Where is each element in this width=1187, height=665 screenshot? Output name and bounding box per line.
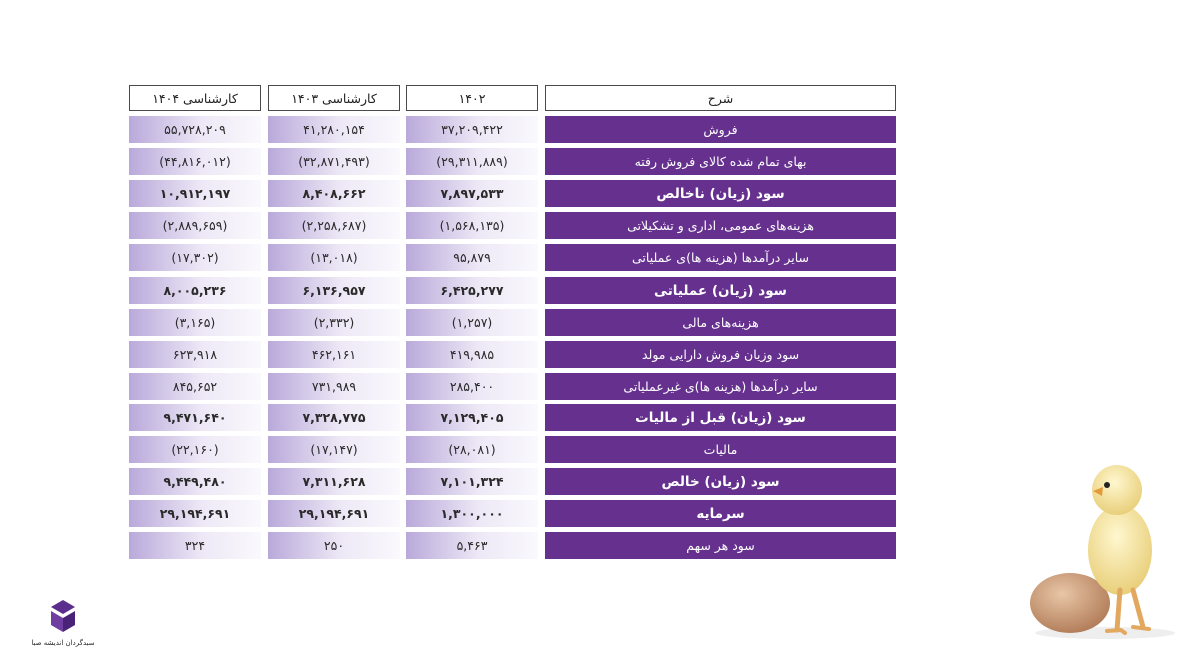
cell-1403: ۲۵۰ [268, 532, 400, 559]
cell-description: سود (زیان) ناخالص [545, 180, 896, 207]
cell-1403: ۷,۳۲۸,۷۷۵ [268, 404, 400, 431]
cell-1402: ۷,۸۹۷,۵۳۳ [406, 180, 538, 207]
cell-1402: ۷,۱۲۹,۴۰۵ [406, 404, 538, 431]
cell-1404: ۵۵,۷۲۸,۲۰۹ [129, 116, 261, 143]
cell-1404: (۲۲,۱۶۰) [129, 436, 261, 463]
cell-description: مالیات [545, 436, 896, 463]
cell-1404: (۳,۱۶۵) [129, 309, 261, 336]
logo-mark-icon [45, 598, 81, 634]
cell-1404: (۴۴,۸۱۶,۰۱۲) [129, 148, 261, 175]
cell-1402: (۲۹,۳۱۱,۸۸۹) [406, 148, 538, 175]
cell-1402: ۷,۱۰۱,۳۲۴ [406, 468, 538, 495]
cell-description: سرمایه [545, 500, 896, 527]
cell-description: فروش [545, 116, 896, 143]
cell-1404: ۸,۰۰۵,۲۳۶ [129, 277, 261, 304]
cell-1404: (۲,۸۸۹,۶۵۹) [129, 212, 261, 239]
cell-1403: ۶,۱۳۶,۹۵۷ [268, 277, 400, 304]
cell-1402: (۱,۲۵۷) [406, 309, 538, 336]
cell-1402: ۶,۴۲۵,۲۷۷ [406, 277, 538, 304]
cell-1403: ۷,۳۱۱,۶۲۸ [268, 468, 400, 495]
company-logo [18, 598, 108, 648]
cell-1404: ۳۲۴ [129, 532, 261, 559]
cell-1402: ۴۱۹,۹۸۵ [406, 341, 538, 368]
header-1403: کارشناسی ۱۴۰۳ [268, 85, 400, 111]
cell-description: سود (زیان) عملیاتی [545, 277, 896, 304]
logo-caption: سبدگردان اندیشه صبا [31, 639, 95, 647]
cell-1404: (۱۷,۳۰۲) [129, 244, 261, 271]
cell-1403: ۷۳۱,۹۸۹ [268, 373, 400, 400]
cell-1402: ۳۷,۲۰۹,۴۲۲ [406, 116, 538, 143]
cell-1403: ۴۶۲,۱۶۱ [268, 341, 400, 368]
cell-1404: ۹,۴۷۱,۶۴۰ [129, 404, 261, 431]
cell-1404: ۸۴۵,۶۵۲ [129, 373, 261, 400]
cell-description: سایر درآمدها (هزینه ها)ی عملیاتی [545, 244, 896, 271]
header-description: شرح [545, 85, 896, 111]
header-1402: ۱۴۰۲ [406, 85, 538, 111]
cell-1402: ۲۸۵,۴۰۰ [406, 373, 538, 400]
cell-1403: (۳۲,۸۷۱,۴۹۳) [268, 148, 400, 175]
cell-1403: (۲,۲۵۸,۶۸۷) [268, 212, 400, 239]
cell-description: بهای تمام شده کالای فروش رفته [545, 148, 896, 175]
cell-description: سود وزیان فروش دارایی مولد [545, 341, 896, 368]
cell-1404: ۹,۴۴۹,۴۸۰ [129, 468, 261, 495]
cell-1404: ۱۰,۹۱۲,۱۹۷ [129, 180, 261, 207]
cell-description: هزینه‌های مالی [545, 309, 896, 336]
header-1404: کارشناسی ۱۴۰۴ [129, 85, 261, 111]
cell-1402: (۲۸,۰۸۱) [406, 436, 538, 463]
cell-description: سود (زیان) خالص [545, 468, 896, 495]
cell-1403: ۸,۴۰۸,۶۶۲ [268, 180, 400, 207]
cell-description: هزینه‌های عمومی، اداری و تشکیلاتی [545, 212, 896, 239]
cell-1403: ۴۱,۲۸۰,۱۵۴ [268, 116, 400, 143]
cell-1403: (۱۳,۰۱۸) [268, 244, 400, 271]
cell-1403: (۲,۳۳۲) [268, 309, 400, 336]
cell-1404: ۲۹,۱۹۴,۶۹۱ [129, 500, 261, 527]
cell-1402: ۹۵,۸۷۹ [406, 244, 538, 271]
cell-1404: ۶۲۳,۹۱۸ [129, 341, 261, 368]
cell-1402: ۱,۳۰۰,۰۰۰ [406, 500, 538, 527]
cell-1403: (۱۷,۱۴۷) [268, 436, 400, 463]
chick-on-egg-image [1025, 455, 1185, 640]
cell-1402: ۵,۴۶۳ [406, 532, 538, 559]
cell-description: سود هر سهم [545, 532, 896, 559]
cell-description: سایر درآمدها (هزینه ها)ی غیرعملیاتی [545, 373, 896, 400]
cell-1402: (۱,۵۶۸,۱۳۵) [406, 212, 538, 239]
cell-description: سود (زیان) قبل از مالیات [545, 404, 896, 431]
cell-1403: ۲۹,۱۹۴,۶۹۱ [268, 500, 400, 527]
